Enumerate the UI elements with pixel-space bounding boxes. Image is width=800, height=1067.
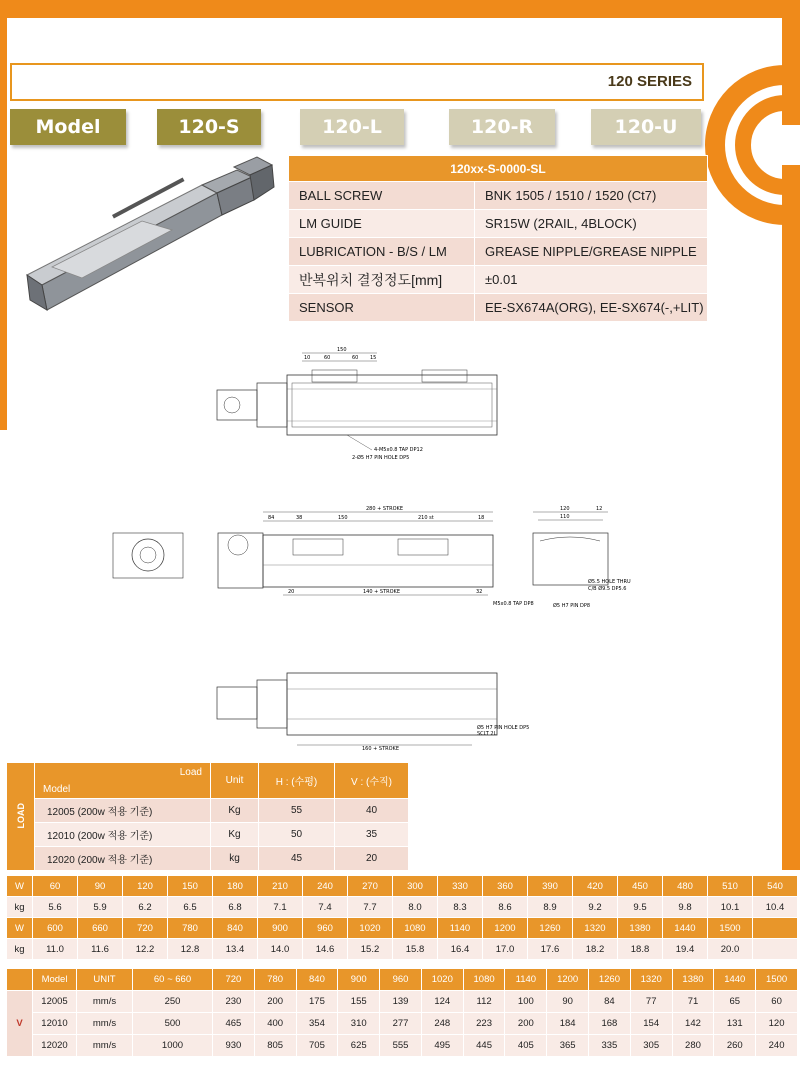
load-row	[7, 823, 409, 847]
speed-col-length: 1020	[421, 969, 463, 991]
weight-row-cell: 840	[213, 918, 258, 939]
kg-row-cell: 9.2	[573, 897, 618, 918]
kg-row-cell: 15.8	[393, 939, 438, 960]
spec-row	[289, 294, 708, 322]
speed-model: 12020	[33, 1035, 77, 1057]
kg-row-cell: 18.8	[618, 939, 663, 960]
kg-row-cell: 19.4	[663, 939, 708, 960]
speed-value: 1000	[133, 1035, 213, 1057]
side-dim-18: 18	[478, 515, 485, 521]
side-dim-150: 150	[338, 515, 348, 521]
kg-row-cell: 7.1	[258, 897, 303, 918]
spec-value: SR15W (2RAIL, 4BLOCK)	[475, 210, 708, 238]
load-col-v: V : (수직)	[335, 763, 409, 799]
kg-row-cell: 15.2	[348, 939, 393, 960]
kg-row-cell: 10.1	[708, 897, 753, 918]
top-dim-10: 10	[304, 355, 311, 361]
weight-row-cell: 780	[168, 918, 213, 939]
side-dim-32: 32	[476, 589, 483, 595]
kg-row-cell: 10.4	[753, 897, 798, 918]
spec-row	[289, 238, 708, 266]
speed-value: 445	[463, 1035, 505, 1057]
weight-table	[6, 875, 798, 960]
kg-row-cell: 20.0	[708, 939, 753, 960]
kg-row-cell: 13.4	[213, 939, 258, 960]
kg-row-cell: 11.6	[78, 939, 123, 960]
weight-row-cell: 1260	[528, 918, 573, 939]
speed-value: 465	[213, 1013, 255, 1035]
kg-row-cell: 18.2	[573, 939, 618, 960]
speed-value: 248	[421, 1013, 463, 1035]
weight-row-cell: 510	[708, 876, 753, 897]
spec-value: EE-SX674A(ORG), EE-SX674(-,+LIT)	[475, 294, 708, 322]
load-table	[6, 762, 409, 871]
weight-row-cell: 300	[393, 876, 438, 897]
load-col-load: Load	[179, 767, 202, 778]
kg-row-cell: 7.4	[303, 897, 348, 918]
speed-v-label: V	[7, 991, 33, 1057]
weight-row-cell: 240	[303, 876, 348, 897]
speed-value: 112	[463, 991, 505, 1013]
speed-model: 12010	[33, 1013, 77, 1035]
weight-row-cell: 180	[213, 876, 258, 897]
speed-value: 705	[296, 1035, 338, 1057]
load-row	[7, 847, 409, 871]
spec-value: ±0.01	[475, 266, 708, 294]
kg-row-cell: 17.0	[483, 939, 528, 960]
load-col-h: H : (수평)	[259, 763, 335, 799]
speed-value: 500	[133, 1013, 213, 1035]
weight-row-cell	[753, 918, 798, 939]
speed-row	[7, 991, 798, 1013]
side-view-drawing	[108, 505, 631, 615]
kg-row-cell: 11.0	[33, 939, 78, 960]
weight-row-cell: 150	[168, 876, 213, 897]
kg-row-cell: 8.6	[483, 897, 528, 918]
side-dim-140stroke: 140 + STROKE	[363, 589, 400, 595]
speed-col-length: 900	[338, 969, 380, 991]
speed-value: 805	[254, 1035, 296, 1057]
kg-row-cell: 5.6	[33, 897, 78, 918]
spec-label: BALL SCREW	[289, 182, 475, 210]
load-h: 45	[259, 847, 335, 871]
weight-row-cell: 1020	[348, 918, 393, 939]
speed-model: 12005	[33, 991, 77, 1013]
speed-value: 280	[672, 1035, 714, 1057]
side-dim-210st: 210 st	[418, 515, 434, 521]
spec-row	[289, 210, 708, 238]
speed-value: 405	[505, 1035, 547, 1057]
speed-col-length: 780	[254, 969, 296, 991]
speed-value: 154	[630, 1013, 672, 1035]
weight-row-cell: 360	[483, 876, 528, 897]
end-note-pin: Ø5 H7 PIN DP8	[553, 603, 591, 609]
weight-row-cell: 330	[438, 876, 483, 897]
kg-row-cell: 8.9	[528, 897, 573, 918]
speed-value: 310	[338, 1013, 380, 1035]
load-v: 35	[335, 823, 409, 847]
speed-col-length: 1080	[463, 969, 505, 991]
top-dim-150: 150	[337, 347, 347, 353]
speed-value: 142	[672, 1013, 714, 1035]
spec-table	[288, 155, 708, 322]
speed-value: 335	[589, 1035, 631, 1057]
load-unit: Kg	[211, 823, 259, 847]
weight-row	[7, 918, 798, 939]
spec-value: BNK 1505 / 1510 / 1520 (Ct7)	[475, 182, 708, 210]
speed-value: 305	[630, 1035, 672, 1057]
weight-row-cell: 270	[348, 876, 393, 897]
end-dim-120: 120	[560, 506, 570, 512]
speed-value: 223	[463, 1013, 505, 1035]
top-dim-15: 15	[370, 355, 377, 361]
kg-row-label: kg	[7, 897, 33, 918]
kg-row-cell	[753, 939, 798, 960]
speed-value: 250	[133, 991, 213, 1013]
weight-row-cell: 1440	[663, 918, 708, 939]
spec-label: LM GUIDE	[289, 210, 475, 238]
bottom-note-pin: Ø5 H7 PIN HOLE DP5	[477, 725, 530, 731]
top-note-tap: 4-M5x0.8 TAP DP12	[374, 447, 423, 453]
weight-row-cell: 960	[303, 918, 348, 939]
load-col-model: Model	[43, 784, 71, 795]
speed-value: 120	[756, 1013, 798, 1035]
speed-value: 155	[338, 991, 380, 1013]
weight-row	[7, 876, 798, 897]
speed-value: 71	[672, 991, 714, 1013]
spec-label: LUBRICATION - B/S / LM	[289, 238, 475, 266]
weight-row-cell: 660	[78, 918, 123, 939]
tab-120-s[interactable]: 120-S	[157, 109, 261, 145]
speed-col-length: 1380	[672, 969, 714, 991]
speed-col-length: 1440	[714, 969, 756, 991]
kg-row-cell: 6.8	[213, 897, 258, 918]
end-note-cb: C/B Ø9.5 DP5.6	[588, 586, 627, 592]
speed-unit: mm/s	[77, 991, 133, 1013]
load-model: 12010 (200w 적용 기준)	[35, 823, 211, 847]
speed-col-length: 840	[296, 969, 338, 991]
speed-col-length: 1320	[630, 969, 672, 991]
tab-120-r[interactable]: 120-R	[449, 109, 555, 145]
weight-row-cell: 900	[258, 918, 303, 939]
weight-row-cell: 1320	[573, 918, 618, 939]
speed-row	[7, 1035, 798, 1057]
spec-label: SENSOR	[289, 294, 475, 322]
load-unit: kg	[211, 847, 259, 871]
side-dim-84: 84	[268, 515, 275, 521]
end-note-tap: M5x0.8 TAP DP8	[493, 601, 534, 607]
speed-value: 139	[380, 991, 422, 1013]
speed-value: 260	[714, 1035, 756, 1057]
spec-row	[289, 182, 708, 210]
speed-value: 200	[505, 1013, 547, 1035]
speed-value: 555	[380, 1035, 422, 1057]
bottom-dim-160stroke: 160 + STROKE	[362, 746, 399, 752]
load-model: 12020 (200w 적용 기준)	[35, 847, 211, 871]
top-dim-60a: 60	[324, 355, 331, 361]
load-row	[7, 799, 409, 823]
weight-row-cell: 210	[258, 876, 303, 897]
kg-row-cell: 8.0	[393, 897, 438, 918]
kg-row-cell: 14.0	[258, 939, 303, 960]
load-v: 20	[335, 847, 409, 871]
speed-col-length: 960	[380, 969, 422, 991]
speed-col-corner	[7, 969, 33, 991]
speed-value: 65	[714, 991, 756, 1013]
load-h: 50	[259, 823, 335, 847]
kg-row-cell: 14.6	[303, 939, 348, 960]
weight-row-cell: 1140	[438, 918, 483, 939]
speed-col-model: Model	[33, 969, 77, 991]
weight-row-cell: 600	[33, 918, 78, 939]
side-dim-38: 38	[296, 515, 303, 521]
speed-col-length: 1260	[589, 969, 631, 991]
tab-model[interactable]: Model	[10, 109, 126, 145]
kg-row-cell: 6.2	[123, 897, 168, 918]
speed-value: 90	[547, 991, 589, 1013]
speed-value: 400	[254, 1013, 296, 1035]
tab-120-u[interactable]: 120-U	[591, 109, 701, 145]
speed-value: 625	[338, 1035, 380, 1057]
weight-row-label: W	[7, 918, 33, 939]
speed-value: 240	[756, 1035, 798, 1057]
load-model: 12005 (200w 적용 기준)	[35, 799, 211, 823]
load-header-model	[35, 763, 211, 799]
speed-value: 100	[505, 991, 547, 1013]
weight-row-cell: 120	[123, 876, 168, 897]
weight-row-cell: 1080	[393, 918, 438, 939]
weight-row-cell: 540	[753, 876, 798, 897]
speed-value: 124	[421, 991, 463, 1013]
series-title: 120 SERIES	[607, 73, 692, 90]
speed-value: 930	[213, 1035, 255, 1057]
series-header	[10, 63, 704, 101]
load-h: 55	[259, 799, 335, 823]
kg-row	[7, 897, 798, 918]
speed-value: 168	[589, 1013, 631, 1035]
end-dim-12: 12	[596, 506, 603, 512]
bottom-view-drawing	[212, 665, 530, 760]
speed-value: 184	[547, 1013, 589, 1035]
kg-row-cell: 9.5	[618, 897, 663, 918]
speed-value: 84	[589, 991, 631, 1013]
speed-value: 365	[547, 1035, 589, 1057]
speed-value: 230	[213, 991, 255, 1013]
bottom-note-sclt: SCLT 2L	[477, 731, 497, 737]
speed-value: 277	[380, 1013, 422, 1035]
kg-row-cell: 7.7	[348, 897, 393, 918]
speed-table	[6, 968, 798, 1057]
speed-value: 495	[421, 1035, 463, 1057]
speed-col-length: 1200	[547, 969, 589, 991]
weight-row-cell: 450	[618, 876, 663, 897]
speed-col-length: 60 ~ 660	[133, 969, 213, 991]
load-side-label: LOAD	[7, 763, 35, 871]
weight-row-cell: 720	[123, 918, 168, 939]
spec-value: GREASE NIPPLE/GREASE NIPPLE	[475, 238, 708, 266]
speed-value: 77	[630, 991, 672, 1013]
actuator-product-image	[22, 155, 277, 330]
weight-row-cell: 420	[573, 876, 618, 897]
kg-row-label: kg	[7, 939, 33, 960]
spec-row	[289, 266, 708, 294]
speed-value: 354	[296, 1013, 338, 1035]
kg-row-cell: 17.6	[528, 939, 573, 960]
load-col-unit: Unit	[211, 763, 259, 799]
kg-row-cell: 12.2	[123, 939, 168, 960]
speed-col-length: 1140	[505, 969, 547, 991]
weight-row-cell: 390	[528, 876, 573, 897]
spec-label: 반복위치 결정정도[mm]	[289, 266, 475, 294]
end-dim-110: 110	[560, 514, 570, 520]
side-dim-total: 280 + STROKE	[366, 506, 403, 512]
kg-row-cell: 5.9	[78, 897, 123, 918]
kg-row-cell: 8.3	[438, 897, 483, 918]
weight-row-cell: 90	[78, 876, 123, 897]
weight-row-cell: 1380	[618, 918, 663, 939]
weight-row-cell: 60	[33, 876, 78, 897]
tab-120-l[interactable]: 120-L	[300, 109, 404, 145]
kg-row-cell: 6.5	[168, 897, 213, 918]
weight-row-cell: 1500	[708, 918, 753, 939]
orange-frame-top	[0, 0, 800, 18]
speed-unit: mm/s	[77, 1013, 133, 1035]
top-view-drawing	[212, 345, 512, 470]
speed-value: 175	[296, 991, 338, 1013]
end-note-hole: Ø5.5 HOLE THRU	[588, 579, 631, 585]
top-dim-60b: 60	[352, 355, 359, 361]
side-dim-20: 20	[288, 589, 295, 595]
speed-unit: mm/s	[77, 1035, 133, 1057]
speed-col-unit: UNIT	[77, 969, 133, 991]
kg-row	[7, 939, 798, 960]
weight-row-label: W	[7, 876, 33, 897]
spec-title: 120xx-S-0000-SL	[289, 156, 708, 182]
speed-col-length: 720	[213, 969, 255, 991]
kg-row-cell: 16.4	[438, 939, 483, 960]
speed-col-length: 1500	[756, 969, 798, 991]
load-unit: Kg	[211, 799, 259, 823]
kg-row-cell: 9.8	[663, 897, 708, 918]
weight-row-cell: 480	[663, 876, 708, 897]
speed-value: 60	[756, 991, 798, 1013]
top-note-pin: 2-Ø5 H7 PIN HOLE DP5	[352, 455, 410, 461]
speed-row	[7, 1013, 798, 1035]
speed-value: 131	[714, 1013, 756, 1035]
weight-row-cell: 1200	[483, 918, 528, 939]
orange-frame-left	[0, 0, 7, 430]
kg-row-cell: 12.8	[168, 939, 213, 960]
speed-value: 200	[254, 991, 296, 1013]
load-v: 40	[335, 799, 409, 823]
